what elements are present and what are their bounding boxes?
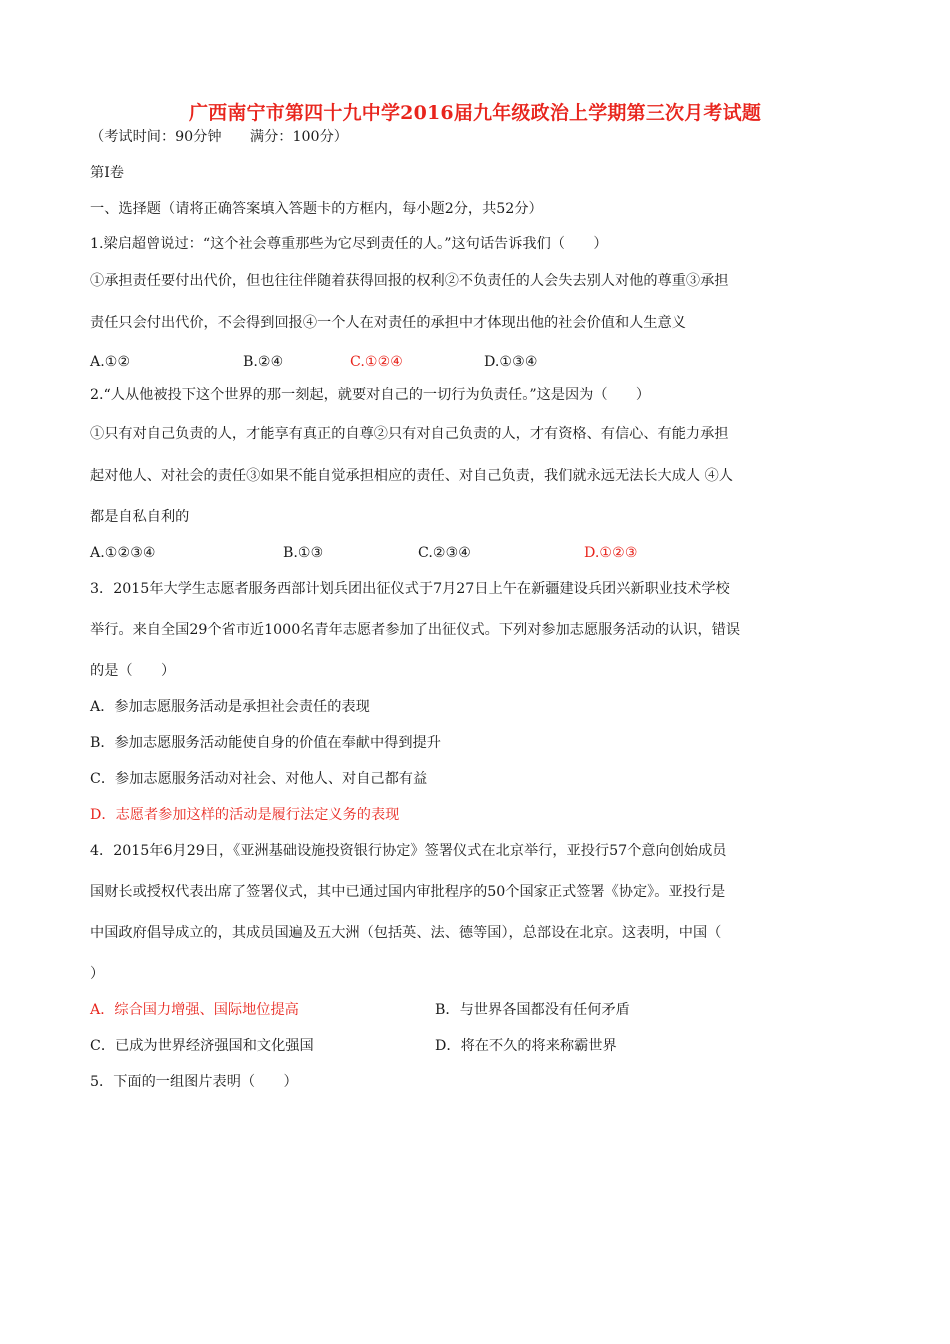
q4-stem-line: ） [90, 966, 105, 982]
q2-option-a: A.①②③④ [90, 545, 156, 561]
q4-option-b: B．与世界各国都没有任何矛盾 [435, 1002, 630, 1018]
q3-option-a: A．参加志愿服务活动是承担社会责任的表现 [90, 699, 370, 715]
q2-option-c: C.②③④ [418, 545, 472, 561]
q1-body-line: ①承担责任要付出代价，但也往往伴随着获得回报的权利②不负责任的人会失去别人对他的尊重③承担 [90, 273, 729, 289]
exam-title: 广西南宁市第四十九中学2016届九年级政治上学期第三次月考试题 [188, 102, 762, 124]
q3-option-d-answer: D．志愿者参加这样的活动是履行法定义务的表现 [90, 807, 400, 823]
q4-stem-line: 4．2015年6月29日，《亚洲基础设施投资银行协定》签署仪式在北京举行，亚投行57个意向创始成员 [90, 843, 727, 859]
q3-stem-line: 3．2015年大学生志愿者服务西部计划兵团出征仪式于7月27日上午在新疆建设兵团兴新职业技术学校 [90, 581, 730, 597]
q3-option-b: B．参加志愿服务活动能使自身的价值在奉献中得到提升 [90, 735, 441, 751]
section-heading: 一、选择题（请将正确答案填入答题卡的方框内，每小题2分，共52分） [90, 201, 543, 217]
q4-option-d: D．将在不久的将来称霸世界 [435, 1038, 617, 1054]
q1-stem: 1.梁启超曾说过：“这个社会尊重那些为它尽到责任的人。”这句话告诉我们（ ） [90, 236, 608, 252]
q1-option-c-answer: C.①②④ [350, 354, 404, 370]
q1-option-d: D.①③④ [484, 354, 538, 370]
q2-body-line: 起对他人、对社会的责任③如果不能自觉承担相应的责任、对自己负责，我们就永远无法长大成人 ④人 [90, 468, 733, 484]
q2-stem: 2.“人从他被投下这个世界的那一刻起，就要对自己的一切行为负责任。”这是因为（ ） [90, 387, 651, 403]
q2-option-b: B.①③ [283, 545, 324, 561]
q1-option-b: B.②④ [243, 354, 284, 370]
q3-stem-line: 举行。来自全国29个省市近1000名青年志愿者参加了出征仪式。下列对参加志愿服务活动的认识，错误 [90, 622, 741, 638]
q4-option-a-answer: A．综合国力增强、国际地位提高 [90, 1002, 299, 1018]
q4-stem-line: 中国政府倡导成立的，其成员国遍及五大洲（包括英、法、德等国），总部设在北京。这表明，中国（ [90, 925, 722, 941]
q1-body-line: 责任只会付出代价，不会得到回报④一个人在对责任的承担中才体现出他的社会价值和人生意义 [90, 315, 686, 331]
q2-option-d-answer: D.①②③ [584, 545, 638, 561]
exam-info: （考试时间：90分钟 满分：100分） [90, 129, 348, 145]
q3-option-c: C．参加志愿服务活动对社会、对他人、对自己都有益 [90, 771, 428, 787]
q5-stem: 5．下面的一组图片表明（ ） [90, 1074, 298, 1090]
q2-body-line: ①只有对自己负责的人，才能享有真正的自尊②只有对自己负责的人，才有资格、有信心、有能力承担 [90, 426, 729, 442]
q4-stem-line: 国财长或授权代表出席了签署仪式，其中已通过国内审批程序的50个国家正式签署《协定》。亚投行是 [90, 884, 726, 900]
volume-heading: 第Ⅰ卷 [90, 165, 124, 181]
q1-option-a: A.①② [90, 354, 131, 370]
q2-body-line: 都是自私自利的 [90, 509, 190, 525]
q4-option-c: C．已成为世界经济强国和文化强国 [90, 1038, 314, 1054]
q3-stem-line: 的是（ ） [90, 663, 176, 679]
